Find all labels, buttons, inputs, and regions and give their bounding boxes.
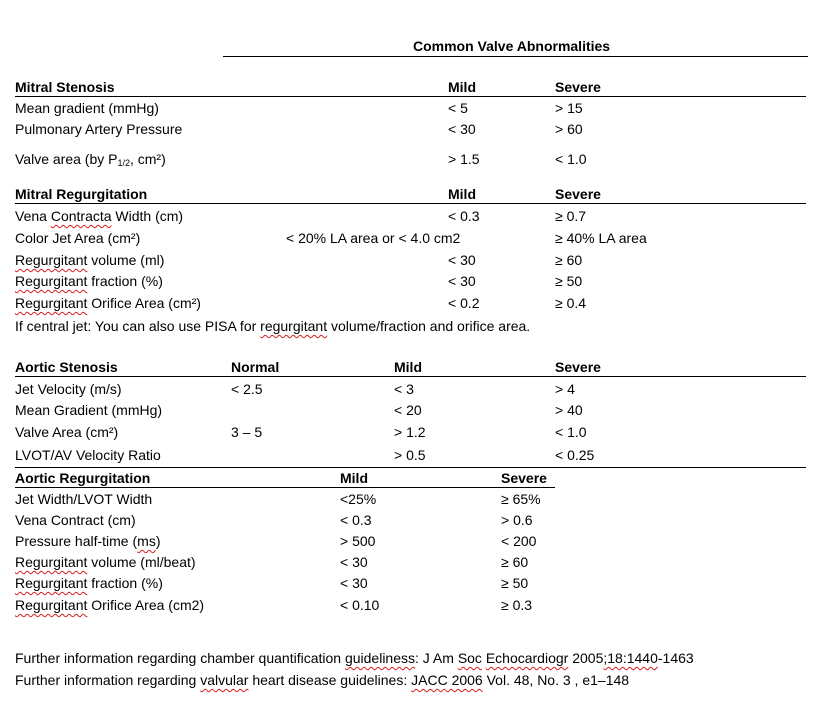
as-row-severe: > 4 (555, 381, 575, 397)
ms-row-severe: > 60 (555, 121, 583, 137)
footer-reference-chamber: Further information regarding chamber quantification guideliness: J Am Soc Echocardiogr 2005;18:1440-1463 (15, 650, 694, 666)
ar-col-severe: Severe (501, 470, 547, 486)
ar-row-severe: ≥ 60 (501, 554, 529, 570)
as-heading: Aortic Stenosis (15, 359, 118, 375)
mr-row-label: Regurgitant volume (ml) (15, 252, 165, 268)
ar-row-severe: < 200 (501, 533, 537, 549)
mr-row-mild: < 30 (448, 273, 476, 289)
ar-row-mild: > 500 (340, 533, 376, 549)
ar-row-mild: <25% (340, 491, 377, 507)
ms-col-mild: Mild (448, 79, 476, 95)
ms-col-severe: Severe (555, 79, 601, 95)
ms-row-severe: > 15 (555, 100, 583, 116)
as-row-severe: < 0.25 (555, 447, 595, 463)
ar-rule (15, 487, 555, 488)
as-row-normal: < 2.5 (231, 381, 263, 397)
as-row-label: Mean Gradient (mmHg) (15, 402, 163, 418)
mr-col-mild: Mild (448, 186, 476, 202)
title-rule (223, 56, 808, 57)
ar-row-severe: ≥ 65% (501, 491, 541, 507)
ms-row-label: Valve area (by $P_{1/2}$, cm²) (15, 151, 166, 168)
as-col-mild: Mild (394, 359, 422, 375)
ar-row-mild: < 0.3 (340, 512, 372, 528)
ar-row-mild: < 30 (340, 575, 368, 591)
ar-col-mild: Mild (340, 470, 368, 486)
footer-reference-valvular: Further information regarding valvular heart disease guidelines: JACC 2006 Vol. 48, No. 3 , e1–148 (15, 672, 630, 688)
as-row-mild: < 20 (394, 402, 422, 418)
ar-row-label: Regurgitant fraction (%) (15, 575, 163, 591)
mr-rule (15, 203, 806, 204)
ar-row-label: Regurgitant volume (ml/beat) (15, 554, 196, 570)
as-row-severe: < 1.0 (555, 424, 587, 440)
ms-rule (15, 96, 806, 97)
mr-col-severe: Severe (555, 186, 601, 202)
ms-row-severe: < 1.0 (555, 151, 587, 167)
mr-row-severe: ≥ 40% LA area (555, 230, 647, 246)
ms-heading: Mitral Stenosis (15, 79, 115, 95)
ar-row-label: Jet Width/LVOT Width (15, 491, 153, 507)
mr-row-mild: < 0.3 (448, 208, 480, 224)
mr-row-mild: < 0.2 (448, 295, 480, 311)
mr-row-label: Color Jet Area (cm²) (15, 230, 141, 246)
as-row-normal: 3 – 5 (231, 424, 263, 440)
ms-row-mild: > 1.5 (448, 151, 480, 167)
as-col-normal: Normal (231, 359, 280, 375)
ar-heading: Aortic Regurgitation (15, 470, 151, 486)
ms-row-mild: < 5 (448, 100, 468, 116)
mr-row-severe: ≥ 50 (555, 273, 583, 289)
ar-row-severe: > 0.6 (501, 512, 533, 528)
ar-row-label: Vena Contract (cm) (15, 512, 136, 528)
mr-row-mild: < 30 (448, 252, 476, 268)
ar-row-label: Regurgitant Orifice Area (cm2) (15, 597, 205, 613)
ms-row-label: Pulmonary Artery Pressure (15, 121, 183, 137)
ar-row-severe: ≥ 50 (501, 575, 529, 591)
mr-row-label: Vena Contracta Width (cm) (15, 208, 184, 224)
page-title: Common Valve Abnormalities (413, 38, 611, 54)
as-row-severe: > 40 (555, 402, 583, 418)
ar-row-mild: < 0.10 (340, 597, 380, 613)
mr-heading: Mitral Regurgitation (15, 186, 148, 202)
mr-row-mild: < 20% LA area or < 4.0 cm2 (286, 230, 461, 246)
as-col-severe: Severe (555, 359, 601, 375)
ar-top-rule (15, 467, 806, 468)
ms-row-mild: < 30 (448, 121, 476, 137)
mr-note: If central jet: You can also use PISA for regurgitant volume/fraction and orifice area. (15, 318, 531, 334)
mr-row-severe: ≥ 0.4 (555, 295, 587, 311)
ar-row-mild: < 30 (340, 554, 368, 570)
as-rule (15, 376, 806, 377)
mr-row-label: Regurgitant Orifice Area (cm²) (15, 295, 201, 311)
ar-row-label: Pressure half-time (ms) (15, 533, 161, 549)
ar-row-severe: ≥ 0.3 (501, 597, 533, 613)
as-row-mild: > 0.5 (394, 447, 426, 463)
as-row-mild: < 3 (394, 381, 414, 397)
as-row-mild: > 1.2 (394, 424, 426, 440)
as-row-label: Jet Velocity (m/s) (15, 381, 122, 397)
as-row-label: Valve Area (cm²) (15, 424, 119, 440)
ms-row-label: Mean gradient (mmHg) (15, 100, 159, 116)
mr-row-severe: ≥ 60 (555, 252, 583, 268)
mr-row-severe: ≥ 0.7 (555, 208, 587, 224)
as-row-label: LVOT/AV Velocity Ratio (15, 447, 161, 463)
mr-row-label: Regurgitant fraction (%) (15, 273, 163, 289)
